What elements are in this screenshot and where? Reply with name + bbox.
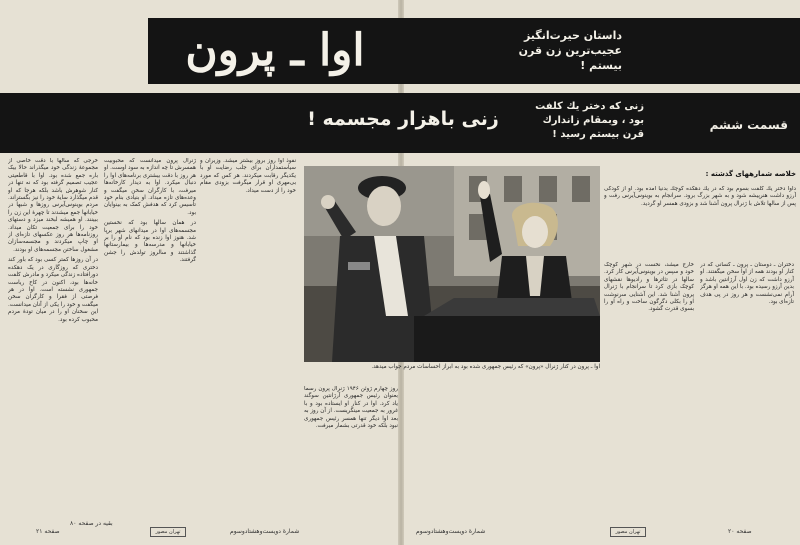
text-column	[8, 158, 98, 518]
paragraph: خرجی که سالها با دقت خاصی از مجموعهٔ زندگی خود میگذراند حالا بیک باره جمع شده بود. اوا با قاطعیتی عجیب تصمیم گرفته بود که نه تنها در کنار شوهرش باشد بلکه هرجا که او قدم میگذارد سایهٔ خود را نیز بگستراند. مردم بوینوس‌آیرس روزها و شبها در خیابانها جمع میشدند تا چهرهٔ این زن را ببینند. او همیشه لبخند میزد و دستهای خود را برای جمعیت تکان میداد. روزنامه‌ها هر روز عکسهای تازه‌ای از او چاپ میکردند و مجسمه‌سازان مشغول ساختن مجسمه‌های او بودند.	[8, 158, 98, 253]
paragraph: ژنرال پرون میدانست که محبوبیت همسرش تا چه اندازه به سود اوست. او هر روز با دقت بیشتری برنامه‌های اوا را دنبال میکرد. اوا به دیدار کارخانه‌ها میرفت، با کارگران سخن میگفت و وعده‌های تازه میداد. او بنیادی بنام خود تأسیس کرد که هدفش کمک به بینوایان بود.	[104, 158, 196, 216]
photo-peron-eva	[304, 166, 600, 362]
continued-note: بقیه در صفحه ۸۰	[70, 520, 113, 527]
paragraph: نفوذ اوا روز بروز بیشتر میشد. وزیران و سیاستمداران برای جلب رضایت او با یکدیگر رقابت میکردند. هر کس که مورد بی‌مهری او قرار میگرفت بزودی مقام خود را از دست میداد.	[200, 158, 296, 194]
paragraph: روز چهارم ژوئن ۱۹۴۶ ژنرال پرون رسماً بعنوان رئیس جمهوری آرژانتین سوگند یاد کرد. اوا در کنار او ایستاده بود و با غرور به جمعیت مینگریست. از آن روز به بعد اوا دیگر تنها همسر رئیس جمهوری نبود بلکه خود قدرتی بشمار میرفت.	[304, 386, 398, 430]
magazine-logo: تهران مصور	[150, 527, 186, 537]
page-title: اوا ـ پرون	[185, 25, 365, 76]
article-deck	[528, 100, 644, 142]
paragraph: خارج میشد، نخست در شهر کوچک خود و سپس در بوینوس‌آیرس کار کرد. سالها در تئاترها و رادیوها نقشهای کوچک بازی کرد تا سرانجام با ژنرال پرون آشنا شد. این آشنایی سرنوشت او را بکلی دگرگون ساخت و راه او را بسوی قدرت گشود.	[604, 262, 694, 313]
photo-caption: اوا ـ پرون در کنار ژنرال «پرون» که رئیس جمهوری شده بود به ابراز احساسات مردم جواب میدهد.	[371, 364, 600, 370]
text-column	[604, 262, 694, 518]
magazine-logo: تهران مصور	[610, 527, 646, 537]
deck-line: بود ، وبمقام زاندارك	[542, 115, 644, 126]
paragraph: دختران ـ دوستان ـ پرون ـ کسانی که در کنار او بودند همه از اوا سخن میگفتند. او آرزو داشت که زن اول آرژانتین باشد و بدین آرزو رسیده بود. با این همه او هرگز آرام نمی‌نشست و هر روز در پی هدف تازه‌ای بود.	[700, 262, 794, 306]
page-number-right: صفحه ۲۰	[728, 528, 752, 535]
text-column	[700, 262, 794, 518]
text-column	[104, 158, 196, 518]
deck-line: زنی که دختر یك کلفت	[535, 101, 644, 112]
title-tagline	[472, 28, 622, 73]
section-label: قسمت ششم	[709, 118, 788, 132]
deck-line: قرن بیستم رسید !	[552, 129, 644, 140]
text-column	[200, 158, 296, 518]
tagline-line: داستان حیرت‌انگیز	[523, 29, 622, 42]
summary-text: داوا دختر یك کلفت بسوم بود که در یك دهکده کوچك بدنیا آمده بود. او از کودکی آرزو داشت هنرپیشه شود و به شهر بزرگ برود. سرانجام به بوینوس‌آیرس رفت و پس از سالها تلاش با ژنرال پرون آشنا شد و بزودی همسر او گردید.	[604, 186, 796, 207]
page-number-left: صفحه ۲۱	[36, 528, 60, 535]
issue-label-right: شمارهٔ دویست‌وهشتادوسوم	[416, 528, 486, 535]
photo-illustration	[304, 166, 600, 362]
summary-box	[604, 170, 796, 258]
tagline-line: عجیب‌ترین زن قرن	[518, 44, 622, 57]
article-subtitle: زنی باهزار مجسمه !	[307, 108, 499, 130]
summary-title: خلاصه شمارههای گذشته :	[705, 170, 796, 178]
paragraph: در آن روزها کمتر کسی بود که باور کند دختری که روزگاری در یک دهکده دورافتاده زندگی میکرد و مادرش کلفت خانه‌ها بود، اکنون در کاخ ریاست جمهوری نشسته است. اوا در هر فرصتی از فقرا و کارگران سخن میگفت و خود را یکی از آنان میدانست. این سخنان او را در میان تودهٔ مردم محبوب کرده بود.	[8, 257, 98, 323]
issue-label-left: شمارهٔ دویست‌وهشتادوسوم	[230, 528, 300, 535]
text-column	[304, 386, 398, 522]
tagline-line: بیستم !	[580, 59, 622, 72]
paragraph: در همان سالها بود که نخستین مجسمه‌های اوا در میدانهای شهر برپا شد. هنوز اوا زنده بود که نام او را بر خیابانها و مدرسه‌ها و بیمارستانها گذاشتند و سالروز تولدش را جشن گرفتند.	[104, 220, 196, 264]
